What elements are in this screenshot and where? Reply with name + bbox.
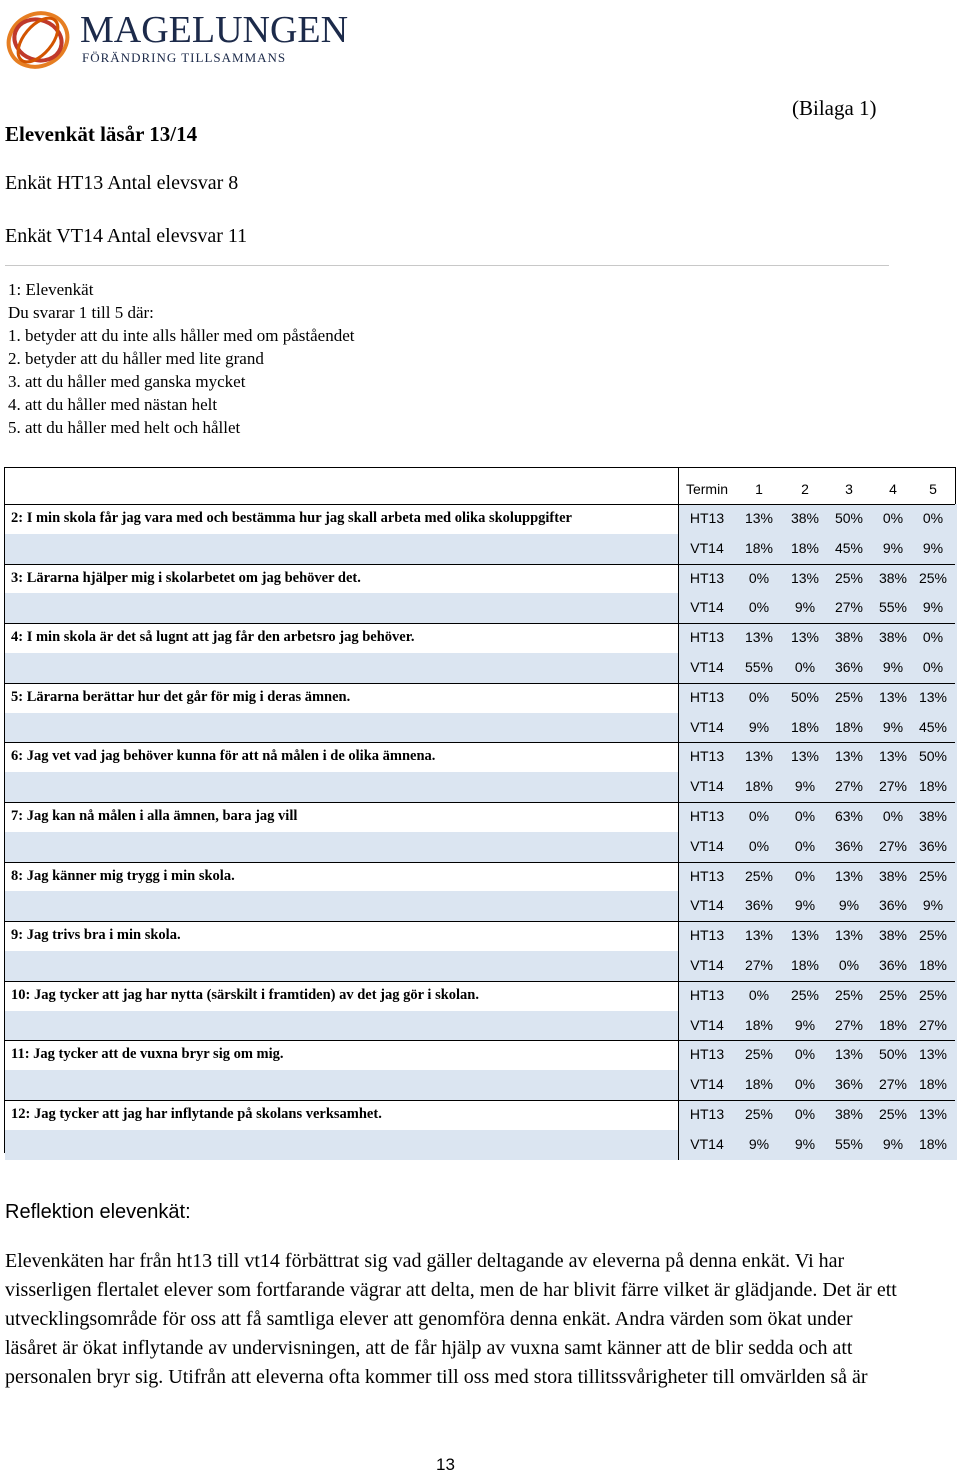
- scale-intro: [8, 278, 355, 439]
- value-cells: [678, 742, 957, 772]
- table-row: [5, 951, 955, 981]
- term-cell: HT13: [689, 629, 725, 646]
- percent-cell: 0%: [838, 957, 860, 973]
- percent-cell: 27%: [744, 957, 774, 973]
- term-cell: HT13: [689, 986, 725, 1003]
- term-cell: VT14: [690, 1135, 724, 1152]
- percent-cell: 9%: [922, 539, 944, 556]
- value-cells: [678, 1070, 957, 1100]
- percent-cell: 9%: [794, 1016, 816, 1033]
- page-title: Elevenkät läsår 13/14: [5, 122, 198, 146]
- question-text: 4: I min skola är det så lugnt att jag får den arbetsro jag behöver.: [11, 629, 415, 646]
- percent-cell: 18%: [790, 957, 820, 973]
- percent-cell: 0%: [748, 837, 770, 854]
- header-cell: 3: [845, 481, 853, 497]
- survey-table: [4, 467, 956, 1153]
- value-cells: [678, 653, 957, 683]
- percent-cell: 55%: [878, 599, 908, 616]
- percent-cell: 13%: [878, 688, 908, 705]
- table-row: [5, 981, 955, 1011]
- scale-line: Du svarar 1 till 5 där:: [8, 303, 154, 322]
- scale-line: 5. att du håller med helt och hållet: [8, 418, 241, 437]
- percent-cell: 9%: [882, 1135, 904, 1152]
- value-cells: [678, 951, 957, 981]
- percent-cell: 18%: [878, 1016, 908, 1033]
- percent-cell: 25%: [834, 569, 864, 586]
- percent-cell: 18%: [918, 778, 948, 795]
- question-text: 8: Jag känner mig trygg i min skola.: [11, 867, 235, 884]
- row-separator: [5, 1040, 955, 1041]
- percent-cell: 13%: [744, 629, 774, 646]
- term-cell: VT14: [690, 718, 724, 735]
- table-row: [5, 921, 955, 951]
- percent-cell: 13%: [790, 748, 820, 765]
- page-number: 13: [436, 1455, 455, 1474]
- percent-cell: 13%: [834, 1046, 864, 1063]
- percent-cell: 18%: [790, 539, 820, 556]
- header-cell: 2: [801, 481, 809, 497]
- percent-cell: 0%: [748, 688, 770, 705]
- term-cell: VT14: [690, 539, 724, 556]
- percent-cell: 18%: [744, 1076, 774, 1093]
- scale-line: 1. betyder att du inte alls håller med om påståendet: [8, 326, 355, 345]
- percent-cell: 9%: [794, 599, 816, 616]
- percent-cell: 0%: [794, 1046, 816, 1063]
- percent-cell: 36%: [834, 1076, 864, 1093]
- percent-cell: 25%: [918, 867, 948, 884]
- percent-cell: 0%: [794, 837, 816, 854]
- percent-cell: 36%: [744, 897, 774, 914]
- percent-cell: 0%: [882, 808, 904, 824]
- percent-cell: 45%: [834, 539, 864, 556]
- table-row: [5, 742, 955, 772]
- value-cells: [678, 623, 957, 653]
- percent-cell: 13%: [790, 927, 820, 944]
- percent-cell: 13%: [878, 748, 908, 765]
- percent-cell: 0%: [794, 1106, 816, 1122]
- percent-cell: 36%: [834, 659, 864, 675]
- value-cells: [678, 564, 957, 594]
- percent-cell: 9%: [794, 778, 816, 795]
- percent-cell: 38%: [834, 1106, 864, 1122]
- percent-cell: 18%: [918, 1135, 948, 1152]
- percent-cell: 38%: [878, 629, 908, 646]
- percent-cell: 55%: [834, 1135, 864, 1152]
- term-cell: HT13: [689, 1106, 725, 1122]
- percent-cell: 25%: [918, 986, 948, 1003]
- percent-cell: 9%: [748, 1135, 770, 1152]
- row-separator: [5, 862, 955, 863]
- percent-cell: 0%: [922, 629, 944, 646]
- reflection-heading: Reflektion elevenkät:: [5, 1201, 191, 1223]
- percent-cell: 0%: [748, 599, 770, 616]
- term-cell: VT14: [690, 957, 724, 973]
- survey-vt14-count: Enkät VT14 Antal elevsvar 11: [5, 225, 248, 247]
- percent-cell: 25%: [834, 688, 864, 705]
- percent-cell: 38%: [834, 629, 864, 646]
- row-separator: [5, 683, 955, 684]
- term-cell: HT13: [689, 1046, 725, 1063]
- value-cells: [678, 772, 957, 802]
- term-cell: HT13: [689, 748, 725, 765]
- percent-cell: 0%: [922, 510, 944, 526]
- percent-cell: 50%: [878, 1046, 908, 1063]
- question-text: 9: Jag trivs bra i min skola.: [11, 927, 181, 944]
- percent-cell: 25%: [790, 986, 820, 1003]
- row-separator: [5, 1100, 955, 1101]
- percent-cell: 38%: [878, 867, 908, 884]
- percent-cell: 27%: [834, 599, 864, 616]
- percent-cell: 13%: [744, 510, 774, 526]
- attachment-label: (Bilaga 1): [792, 96, 877, 120]
- percent-cell: 0%: [882, 510, 904, 526]
- table-row: [5, 593, 955, 623]
- value-cells: [678, 593, 957, 623]
- divider: [5, 265, 889, 266]
- percent-cell: 13%: [834, 867, 864, 884]
- value-cells: [678, 534, 957, 564]
- table-row: [5, 713, 955, 743]
- percent-cell: 0%: [748, 808, 770, 824]
- percent-cell: 25%: [918, 927, 948, 944]
- term-cell: VT14: [690, 1016, 724, 1033]
- header-cell: Termin: [685, 481, 728, 497]
- header-cell: 1: [755, 481, 763, 497]
- term-cell: HT13: [689, 569, 725, 586]
- term-cell: VT14: [690, 897, 724, 914]
- scale-line: 2. betyder att du håller med lite grand: [8, 349, 264, 368]
- percent-cell: 13%: [790, 629, 820, 646]
- value-cells: [678, 504, 957, 534]
- percent-cell: 13%: [918, 688, 948, 705]
- table-row: [5, 1130, 955, 1160]
- percent-cell: 18%: [744, 778, 774, 795]
- table-row: [5, 534, 955, 564]
- table-row: [5, 623, 955, 653]
- percent-cell: 25%: [878, 1106, 908, 1122]
- value-cells: [678, 862, 957, 892]
- percent-cell: 13%: [834, 927, 864, 944]
- value-cells: [678, 1011, 957, 1041]
- table-row: [5, 891, 955, 921]
- percent-cell: 25%: [744, 867, 774, 884]
- row-separator: [5, 742, 955, 743]
- percent-cell: 50%: [834, 510, 864, 526]
- percent-cell: 9%: [838, 897, 860, 914]
- row-separator: [5, 564, 955, 565]
- reflection-text: Elevenkäten har från ht13 till vt14 förbättrat sig vad gäller deltagande av eleverna på denna enkät. Vi har visserligen flertalet elever som fortfarande vägrar att delta, men de har blivit färre vilket är glädjande. Det är ett utvecklingsområde för oss att få samtliga elever att genomföra denna enkät. Andra värden som ökat under läsåret är ökat inflytande av undervisningen, att de får hjälp av vuxna samt känner att de blir sedda och att personalen bryr sig. Utifrån att eleverna ofta kommer till oss med stora tillitssvårigheter till omvärlden så är: [5, 1250, 897, 1388]
- row-separator: [5, 504, 955, 505]
- table-row: [5, 653, 955, 683]
- value-cells: [678, 981, 957, 1011]
- percent-cell: 9%: [882, 659, 904, 675]
- percent-cell: 0%: [922, 659, 944, 675]
- row-separator: [5, 802, 955, 803]
- percent-cell: 45%: [918, 718, 948, 735]
- percent-cell: 63%: [834, 808, 864, 824]
- percent-cell: 9%: [922, 897, 944, 914]
- question-text: 10: Jag tycker att jag har nytta (särskilt i framtiden) av det jag gör i skolan.: [11, 986, 479, 1003]
- question-text: 11: Jag tycker att de vuxna bryr sig om mig.: [11, 1046, 284, 1063]
- value-cells: [678, 832, 957, 862]
- percent-cell: 9%: [882, 539, 904, 556]
- percent-cell: 25%: [878, 986, 908, 1003]
- percent-cell: 18%: [790, 718, 820, 735]
- percent-cell: 25%: [834, 986, 864, 1003]
- term-cell: VT14: [690, 1076, 724, 1093]
- question-text: 5: Lärarna berättar hur det går för mig i deras ämnen.: [11, 688, 351, 705]
- percent-cell: 18%: [834, 718, 864, 735]
- term-cell: VT14: [690, 837, 724, 854]
- logo-name: MAGELUNGEN: [80, 9, 349, 51]
- percent-cell: 27%: [878, 837, 908, 854]
- percent-cell: 18%: [744, 1016, 774, 1033]
- header-cell: 4: [889, 481, 897, 497]
- value-cells: [678, 1100, 957, 1130]
- logo-tagline: FÖRÄNDRING TILLSAMMANS: [82, 50, 287, 65]
- row-separator: [5, 623, 955, 624]
- percent-cell: 0%: [794, 867, 816, 884]
- question-text: 3: Lärarna hjälper mig i skolarbetet om jag behöver det.: [11, 569, 361, 586]
- percent-cell: 9%: [922, 599, 944, 616]
- percent-cell: 36%: [918, 837, 948, 854]
- percent-cell: 18%: [918, 957, 948, 973]
- term-cell: VT14: [690, 599, 724, 616]
- percent-cell: 0%: [748, 569, 770, 586]
- value-cells: [678, 683, 957, 713]
- percent-cell: 13%: [744, 748, 774, 765]
- question-text: 12: Jag tycker att jag har inflytande på skolans verksamhet.: [11, 1106, 382, 1122]
- table-row: [5, 862, 955, 892]
- percent-cell: 38%: [878, 927, 908, 944]
- percent-cell: 50%: [790, 688, 820, 705]
- term-cell: HT13: [689, 688, 725, 705]
- percent-cell: 18%: [744, 539, 774, 556]
- row-separator: [5, 981, 955, 982]
- percent-cell: 38%: [878, 569, 908, 586]
- percent-cell: 13%: [918, 1046, 948, 1063]
- percent-cell: 18%: [918, 1076, 948, 1093]
- table-header: [678, 468, 957, 504]
- term-cell: VT14: [690, 659, 724, 675]
- term-cell: HT13: [689, 510, 725, 526]
- row-separator: [5, 921, 955, 922]
- percent-cell: 25%: [918, 569, 948, 586]
- percent-cell: 38%: [790, 510, 820, 526]
- logo-rings-icon: [2, 4, 74, 72]
- percent-cell: 25%: [744, 1046, 774, 1063]
- survey-ht13-count: Enkät HT13 Antal elevsvar 8: [5, 172, 239, 194]
- table-row: [5, 504, 955, 534]
- logo: [2, 4, 372, 72]
- value-cells: [678, 921, 957, 951]
- question-text: 2: I min skola får jag vara med och bestämma hur jag skall arbeta med olika skoluppgifter: [11, 510, 572, 526]
- section-heading: 1: Elevenkät: [8, 280, 94, 299]
- table-row: [5, 1011, 955, 1041]
- table-row: [5, 1070, 955, 1100]
- percent-cell: 0%: [794, 659, 816, 675]
- percent-cell: 13%: [834, 748, 864, 765]
- percent-cell: 36%: [834, 837, 864, 854]
- percent-cell: 13%: [744, 927, 774, 944]
- percent-cell: 13%: [918, 1106, 948, 1122]
- percent-cell: 27%: [834, 1016, 864, 1033]
- value-cells: [678, 713, 957, 743]
- table-row: [5, 772, 955, 802]
- percent-cell: 27%: [918, 1016, 948, 1033]
- table-row: [5, 1040, 955, 1070]
- term-cell: VT14: [690, 778, 724, 795]
- table-row: [5, 564, 955, 594]
- term-cell: HT13: [689, 927, 725, 944]
- percent-cell: 36%: [878, 897, 908, 914]
- percent-cell: 0%: [748, 986, 770, 1003]
- header-cell: 5: [929, 481, 937, 497]
- percent-cell: 9%: [748, 718, 770, 735]
- question-text: 7: Jag kan nå målen i alla ämnen, bara jag vill: [11, 808, 298, 824]
- term-cell: HT13: [689, 808, 725, 824]
- scale-line: 4. att du håller med nästan helt: [8, 395, 218, 414]
- table-row: [5, 683, 955, 713]
- value-cells: [678, 1130, 957, 1160]
- percent-cell: 55%: [744, 659, 774, 675]
- percent-cell: 25%: [744, 1106, 774, 1122]
- percent-cell: 0%: [794, 808, 816, 824]
- percent-cell: 50%: [918, 748, 948, 765]
- value-cells: [678, 891, 957, 921]
- value-cells: [678, 1040, 957, 1070]
- scale-line: 3. att du håller med ganska mycket: [8, 372, 246, 391]
- percent-cell: 9%: [882, 718, 904, 735]
- table-row: [5, 1100, 955, 1130]
- term-cell: HT13: [689, 867, 725, 884]
- percent-cell: 9%: [794, 897, 816, 914]
- value-cells: [678, 802, 957, 832]
- percent-cell: 13%: [790, 569, 820, 586]
- percent-cell: 27%: [834, 778, 864, 795]
- table-row: [5, 832, 955, 862]
- percent-cell: 27%: [878, 778, 908, 795]
- percent-cell: 27%: [878, 1076, 908, 1093]
- percent-cell: 0%: [794, 1076, 816, 1093]
- percent-cell: 36%: [878, 957, 908, 973]
- table-row: [5, 802, 955, 832]
- percent-cell: 9%: [794, 1135, 816, 1152]
- question-text: 6: Jag vet vad jag behöver kunna för att nå målen i de olika ämnena.: [11, 748, 436, 765]
- percent-cell: 38%: [918, 808, 948, 824]
